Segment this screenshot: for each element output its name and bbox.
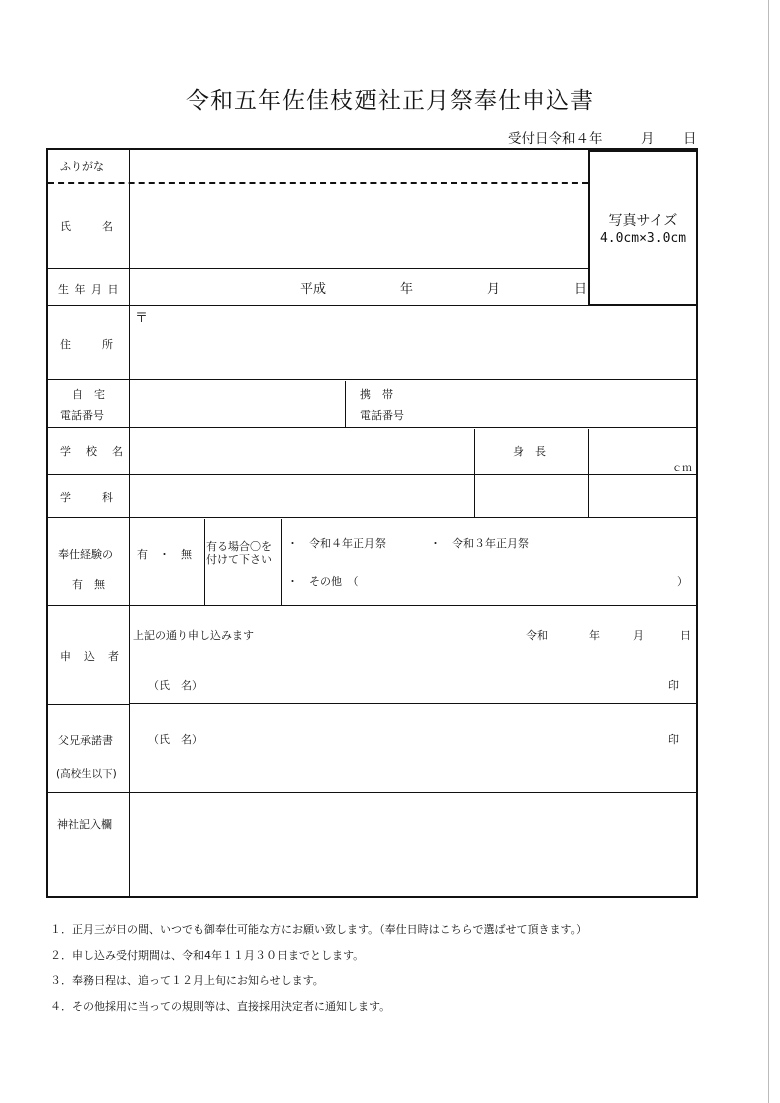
- address-label: 住 所: [60, 338, 116, 351]
- applicant-name-label: （氏 名）: [148, 679, 203, 692]
- notes-list: [50, 917, 587, 1019]
- row-line-applicant: [48, 704, 130, 705]
- birth-day-unit: 日: [574, 282, 588, 297]
- home-phone-label-1: 自 宅: [72, 388, 105, 401]
- height-unit: ｃｍ: [672, 463, 692, 474]
- photo-box[interactable]: [588, 150, 698, 306]
- experience-option-r4[interactable]: ・ 令和４年正月祭: [287, 537, 386, 550]
- row-line-school: [48, 474, 696, 475]
- applicant-month-unit: 月: [633, 629, 644, 642]
- mobile-phone-label-1: 携 帯: [360, 388, 393, 401]
- receipt-month: 月: [641, 131, 655, 147]
- applicant-name-line: [130, 703, 696, 704]
- row-line-experience: [48, 605, 696, 606]
- department-label: 学 科: [60, 491, 116, 504]
- height-label: 身 長: [513, 445, 546, 458]
- applicant-seal: 印: [668, 679, 679, 692]
- home-phone-label-2: 電話番号: [60, 409, 104, 422]
- mobile-phone-label-2: 電話番号: [360, 409, 404, 422]
- school-split-line: [474, 429, 475, 517]
- note-item: ３．奉務日程は、追って１２月上旬にお知らせします。: [50, 974, 324, 987]
- note-item: ２．申し込み受付期間は、令和4年１１月３０日までとします。: [50, 948, 365, 962]
- experience-hint: 有る場合〇を付けて下さい: [206, 540, 272, 566]
- birthdate-label: 生 年 月 日: [58, 283, 120, 296]
- form-title: 令和五年佐佳枝廼社正月祭奉仕申込書: [186, 88, 594, 114]
- experience-label-1: 奉仕経験の: [58, 548, 113, 561]
- experience-label-2: 有 無: [72, 578, 105, 591]
- label-column-line: [129, 150, 130, 896]
- shrine-use-label: 神社記入欄: [57, 818, 112, 831]
- note-item: ４．その他採用に当っての規則等は、直接採用決定者に通知します。: [50, 999, 391, 1013]
- guardian-name-label: （氏 名）: [148, 733, 203, 746]
- photo-label: 写真サイズ: [608, 213, 678, 229]
- guardian-label: 父兄承諾書: [58, 734, 113, 747]
- row-line-guardian: [48, 792, 696, 793]
- applicant-day-unit: 日: [680, 629, 691, 642]
- postal-mark: 〒: [135, 311, 149, 326]
- applicant-statement: 上記の通り申し込みます: [133, 629, 254, 642]
- receipt-day: 日: [683, 131, 697, 147]
- experience-option-r3[interactable]: ・ 令和３年正月祭: [430, 537, 529, 550]
- applicant-year-unit: 年: [589, 629, 600, 642]
- page-edge-line: [768, 0, 769, 1103]
- experience-yes-no[interactable]: 有 ・ 無: [137, 548, 192, 561]
- experience-split-line-1: [204, 519, 205, 605]
- birth-era: 平成: [300, 282, 327, 297]
- applicant-label: 申 込 者: [60, 650, 120, 663]
- guardian-seal: 印: [668, 733, 679, 746]
- applicant-era: 令和: [526, 629, 548, 642]
- experience-split-line-2: [281, 519, 282, 605]
- photo-size: 4.0cm×3.0cm: [599, 231, 687, 246]
- guardian-sublabel: (高校生以下): [56, 768, 117, 780]
- birth-year-unit: 年: [400, 282, 414, 297]
- receipt-date-label: 受付日令和４年: [508, 131, 603, 147]
- height-split-line: [588, 429, 589, 517]
- row-line-phone: [48, 427, 696, 428]
- experience-other-close: ）: [677, 575, 688, 588]
- school-label: 学 校 名: [60, 445, 125, 458]
- phone-split-line: [345, 381, 346, 427]
- row-line-department: [48, 517, 696, 518]
- name-label: 氏 名: [60, 220, 116, 233]
- row-line-address: [48, 379, 696, 380]
- birth-month-unit: 月: [487, 282, 501, 297]
- furigana-label: ふりがな: [60, 160, 104, 173]
- note-item: １．正月三が日の間、いつでも御奉仕可能な方にお願い致します。（奉仕日時はこちらで選ばせて頂きます。）: [50, 923, 588, 936]
- experience-option-other[interactable]: ・ その他 （: [287, 575, 359, 588]
